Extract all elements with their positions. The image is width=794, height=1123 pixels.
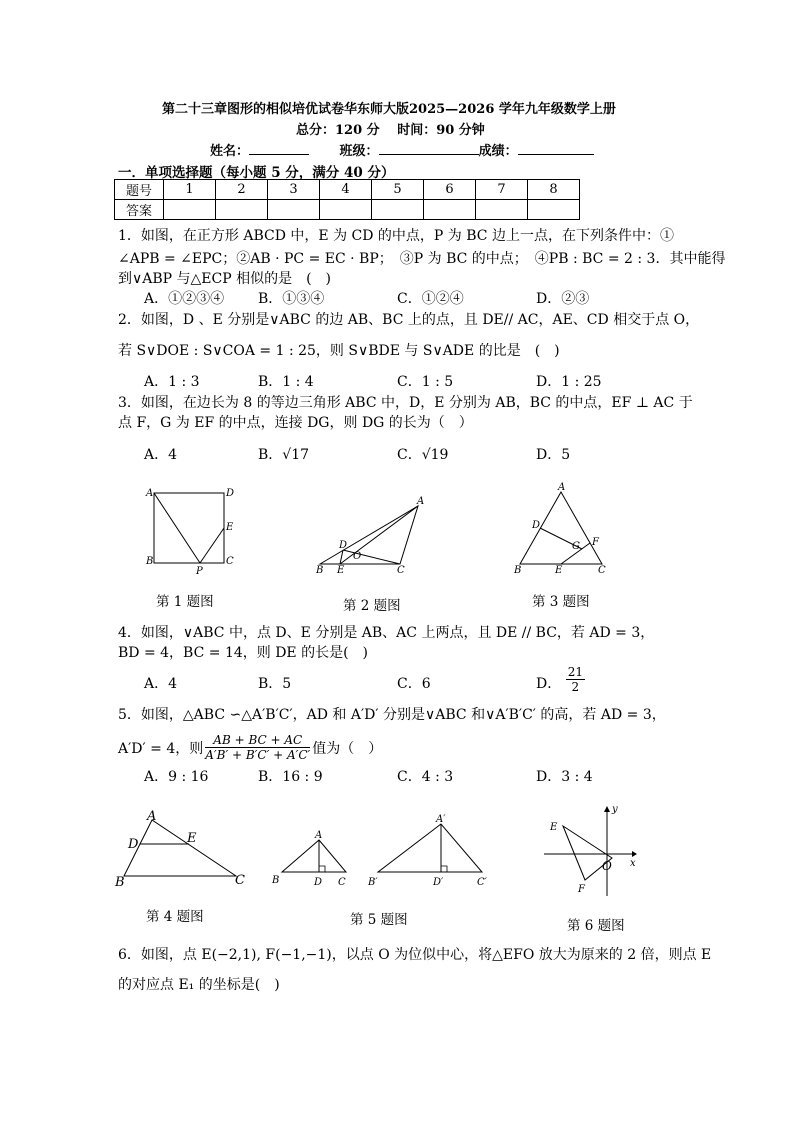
fig5b-label-c: C′ — [477, 877, 487, 888]
figure-1-square — [140, 484, 250, 574]
q5-option-d[interactable]: D．3 : 4 — [536, 769, 593, 785]
fig4-label-e: E — [187, 831, 197, 846]
figure-2-caption: 第 2 题图 — [343, 598, 401, 614]
q5-line2 — [118, 733, 382, 762]
q4-option-a[interactable]: A．4 — [144, 676, 178, 692]
q4-option-b[interactable]: B．5 — [258, 676, 292, 692]
q4-option-d-numerator: 21 — [567, 664, 583, 679]
fig2-label-e: E — [337, 565, 345, 576]
q5-option-b[interactable]: B．16 : 9 — [258, 769, 323, 785]
fig1-label-p: P — [196, 566, 203, 574]
q5-line1: 5．如图，△ABC ∽△A′B′C′，AD 和 A′D′ 分别是∨ABC 和∨A′B′C′ 的高，若 AD = 3， — [118, 707, 666, 723]
figure-5-caption: 第 5 题图 — [350, 912, 408, 928]
answer-cell[interactable] — [476, 200, 528, 220]
fig5a-label-a: A — [315, 830, 323, 841]
fig5a-label-d: D — [314, 877, 323, 888]
segment-ap — [154, 493, 200, 563]
triangle-abc — [320, 506, 418, 564]
q4-option-d-fraction — [566, 665, 585, 694]
name-label: 姓名： — [210, 144, 250, 159]
answer-cell[interactable] — [372, 200, 424, 220]
square-abcd — [154, 493, 224, 563]
fig6-label-f: F — [578, 884, 585, 895]
q1-option-b[interactable]: B．①③④ — [258, 291, 325, 307]
fig6-label-x: x — [630, 858, 636, 869]
q5-option-c[interactable]: C．4 : 3 — [397, 769, 454, 785]
q2-option-d[interactable]: D．1 : 25 — [536, 374, 602, 390]
q5-fraction-denominator: A′B′ + B′C′ + A′C′ — [205, 748, 311, 762]
fig1-label-e: E — [226, 522, 234, 533]
figure-2-triangle — [310, 492, 432, 576]
fig2-label-d: D — [339, 540, 348, 551]
grade-label: 成绩： — [478, 144, 518, 159]
fig3-label-f: F — [592, 537, 599, 548]
figure-6-caption: 第 6 题图 — [567, 918, 625, 934]
fig1-label-c: C — [226, 556, 234, 567]
table-header-cell: 8 — [528, 180, 580, 200]
figure-6-coordinate — [540, 802, 640, 902]
q2-line1: 2．如图，D 、E 分别是∨ABC 的边 AB、BC 上的点，且 DE// AC，AE、CD 相交于点 O， — [118, 312, 700, 328]
q5-line2-suffix: 值为（ ） — [312, 740, 383, 757]
fig6-label-y: y — [612, 804, 618, 815]
fig5b-label-d: D′ — [433, 877, 444, 888]
q1-option-c[interactable]: C．①②④ — [397, 291, 464, 307]
fig1-label-d: D — [226, 488, 235, 499]
class-field[interactable] — [379, 142, 479, 155]
triangle-abc — [282, 840, 346, 872]
fig3-label-a: A — [558, 482, 566, 493]
table-header-cell: 4 — [320, 180, 372, 200]
q3-option-d[interactable]: D．5 — [536, 447, 571, 463]
fig2-label-c: C — [397, 565, 405, 576]
figure-3-caption: 第 3 题图 — [532, 594, 590, 610]
page-title: 第二十三章图形的相似培优试卷华东师大版2025—2026 学年九年级数学上册 — [162, 102, 616, 117]
table-header-cell: 6 — [424, 180, 476, 200]
q6-line2: 的对应点 E₁ 的坐标是( ) — [118, 977, 280, 993]
fig3-label-b: B — [514, 565, 522, 576]
x-axis-arrow — [632, 851, 637, 857]
fig5a-label-c: C — [338, 877, 346, 888]
figure-5-triangle-large — [365, 812, 495, 892]
table-header-cell: 题号 — [115, 180, 164, 200]
answer-row — [115, 200, 580, 220]
triangle-abc — [124, 820, 236, 876]
table-header-cell: 1 — [164, 180, 216, 200]
grade-field[interactable] — [518, 142, 594, 155]
q2-option-b[interactable]: B．1 : 4 — [258, 374, 314, 390]
answer-cell[interactable] — [268, 200, 320, 220]
name-field[interactable] — [249, 142, 309, 155]
fig3-label-e: E — [555, 565, 563, 576]
answer-cell[interactable] — [164, 200, 216, 220]
segment-pe — [200, 528, 224, 563]
right-angle-mark — [441, 866, 447, 872]
segment-cd — [343, 550, 400, 564]
y-axis-arrow — [604, 806, 610, 812]
q3-option-a[interactable]: A．4 — [144, 447, 178, 463]
figure-1-caption: 第 1 题图 — [156, 594, 214, 610]
q5-line2-prefix: A′D′ = 4，则 — [118, 740, 204, 757]
q4-line1: 4．如图，∨ABC 中，点 D、E 分别是 AB、AC 上两点，且 DE // BC，若 AD = 3， — [118, 625, 655, 641]
answer-row-label: 答案 — [115, 200, 164, 220]
figure-4-caption: 第 4 题图 — [146, 909, 204, 925]
segment-ae — [340, 506, 418, 564]
fig3-label-c: C — [598, 565, 606, 576]
q4-line2: BD = 4，BC = 14，则 DE 的长是( ) — [118, 645, 369, 661]
fig3-label-d: D — [532, 520, 541, 531]
fig1-label-b: B — [146, 556, 154, 567]
section-title: 一．单项选择题（每小题 5 分，满分 40 分） — [118, 165, 395, 181]
triangle-a-prime-b-prime-c-prime — [378, 824, 482, 872]
answer-cell[interactable] — [216, 200, 268, 220]
q4-option-d-label: D． — [536, 676, 562, 692]
q5-fraction-numerator: AB + BC + AC — [205, 733, 310, 748]
fig6-label-e: E — [550, 822, 558, 833]
right-angle-mark — [319, 866, 325, 872]
figure-3-triangle — [508, 480, 612, 576]
q1-option-d[interactable]: D．②③ — [536, 291, 590, 307]
fig4-label-c: C — [235, 873, 245, 888]
q4-option-d[interactable] — [536, 664, 585, 694]
fig3-label-g: G — [572, 541, 580, 552]
figure-4-triangle — [112, 808, 252, 890]
q1-line3: 到∨ABP 与△ECP 相似的是 ( ) — [118, 271, 332, 287]
answer-table — [114, 179, 580, 220]
fig2-label-b: B — [316, 565, 324, 576]
table-header-cell: 5 — [372, 180, 424, 200]
q3-option-c[interactable]: C．√19 — [397, 447, 449, 463]
q2-option-a[interactable]: A．1 : 3 — [144, 374, 200, 390]
q1-line1: 1．如图，在正方形 ABCD 中，E 为 CD 的中点，P 为 BC 边上一点，在下列条件中：① — [118, 228, 674, 244]
q3-line2: 点 F，G 为 EF 的中点，连接 DG，则 DG 的长为（ ） — [118, 415, 473, 431]
q3-line1: 3．如图，在边长为 8 的等边三角形 ABC 中，D，E 分别为 AB，BC 的中点，EF ⊥ AC 于 — [118, 395, 693, 411]
q5-option-a[interactable]: A．9 : 16 — [144, 769, 209, 785]
score-time-info: 总分：120 分 时间：90 分钟 — [296, 123, 485, 138]
fig6-label-o: O — [602, 859, 612, 873]
table-header-row — [115, 180, 580, 200]
q5-fraction — [205, 733, 310, 762]
table-header-cell: 3 — [268, 180, 320, 200]
table-header-cell: 2 — [216, 180, 268, 200]
table-header-cell: 7 — [476, 180, 528, 200]
student-info-row — [210, 140, 594, 159]
fig5b-label-b: B′ — [368, 877, 378, 888]
fig4-label-b: B — [115, 875, 125, 890]
fig1-label-a: A — [146, 488, 154, 499]
q6-line1: 6．如图，点 E(−2,1), F(−1,−1)，以点 O 为位似中心，将△EFO 放大为原来的 2 倍，则点 E — [118, 947, 712, 963]
fig4-label-a: A — [147, 809, 157, 824]
fig2-label-o: O — [353, 551, 362, 562]
figure-5-triangle-small — [268, 828, 356, 890]
q2-line2: 若 S∨DOE : S∨COA = 1 : 25，则 S∨BDE 与 S∨ADE 的比是 ( ) — [118, 343, 560, 359]
fig5a-label-b: B — [272, 875, 280, 886]
q3-option-b[interactable]: B．√17 — [258, 447, 310, 463]
fig2-label-a: A — [417, 496, 425, 507]
answer-cell[interactable] — [320, 200, 372, 220]
q4-option-d-denominator: 2 — [571, 679, 580, 694]
class-label: 班级： — [339, 144, 379, 159]
answer-cell[interactable] — [528, 200, 580, 220]
fig4-label-d: D — [128, 837, 139, 852]
q4-option-c[interactable]: C．6 — [397, 676, 431, 692]
q1-option-a[interactable]: A．①②③④ — [144, 291, 225, 307]
answer-cell[interactable] — [424, 200, 476, 220]
q2-option-c[interactable]: C．1 : 5 — [397, 374, 454, 390]
fig5b-label-a: A′ — [436, 814, 446, 825]
q1-line2: ∠APB = ∠EPC；②AB · PC = EC · BP； ③P 为 BC 的中点； ④PB : BC = 2 : 3．其中能得 — [118, 251, 726, 267]
